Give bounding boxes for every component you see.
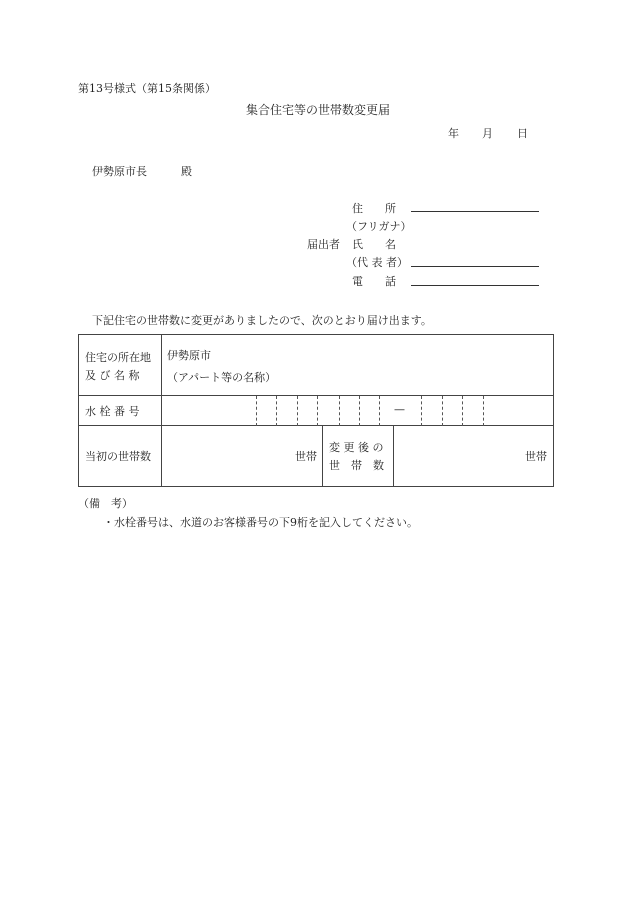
address-field[interactable] bbox=[411, 211, 539, 212]
meter-separator: — bbox=[394, 403, 405, 416]
address-label: 住 所 bbox=[352, 202, 396, 215]
addressee-honorific: 殿 bbox=[181, 165, 192, 178]
apartment-name-label: （アパート等の名称） bbox=[167, 371, 277, 384]
after-unit: 世帯 bbox=[525, 450, 547, 463]
intro-text: 下記住宅の世帯数に変更がありましたので、次のとおり届け出ます。 bbox=[92, 314, 432, 327]
name-label: 氏 名 bbox=[352, 238, 396, 251]
name-field[interactable] bbox=[411, 266, 539, 267]
furigana-label: （フリガナ） bbox=[346, 220, 412, 233]
meter-number-field[interactable] bbox=[163, 397, 551, 424]
after-label-1: 変 更 後 の bbox=[329, 441, 384, 454]
location-label-1: 住宅の所在地 bbox=[85, 351, 151, 364]
location-city: 伊勢原市 bbox=[167, 349, 211, 362]
meter-label: 水 栓 番 号 bbox=[85, 405, 140, 418]
location-label-2: 及 び 名 称 bbox=[85, 369, 140, 382]
date-day: 日 bbox=[517, 127, 528, 140]
date-month: 月 bbox=[482, 127, 493, 140]
representative-label: （代 表 者） bbox=[346, 256, 408, 269]
initial-unit: 世帯 bbox=[295, 450, 317, 463]
addressee-name: 伊勢原市長 bbox=[92, 165, 147, 178]
phone-field[interactable] bbox=[411, 285, 539, 286]
notes-heading: （備 考） bbox=[78, 497, 133, 510]
note-item: ・水栓番号は、水道のお客様番号の下9桁を記入してください。 bbox=[103, 516, 418, 529]
document-title: 集合住宅等の世帯数変更届 bbox=[246, 103, 391, 117]
form-number: 第13号様式（第15条関係） bbox=[78, 82, 216, 95]
form-table bbox=[78, 334, 554, 487]
after-label-2: 世 帯 数 bbox=[329, 459, 384, 472]
date-year: 年 bbox=[448, 127, 459, 140]
applicant-label: 届出者 bbox=[307, 238, 340, 251]
initial-households-label: 当初の世帯数 bbox=[85, 450, 151, 463]
phone-label: 電 話 bbox=[352, 275, 396, 288]
location-field[interactable] bbox=[163, 337, 551, 393]
